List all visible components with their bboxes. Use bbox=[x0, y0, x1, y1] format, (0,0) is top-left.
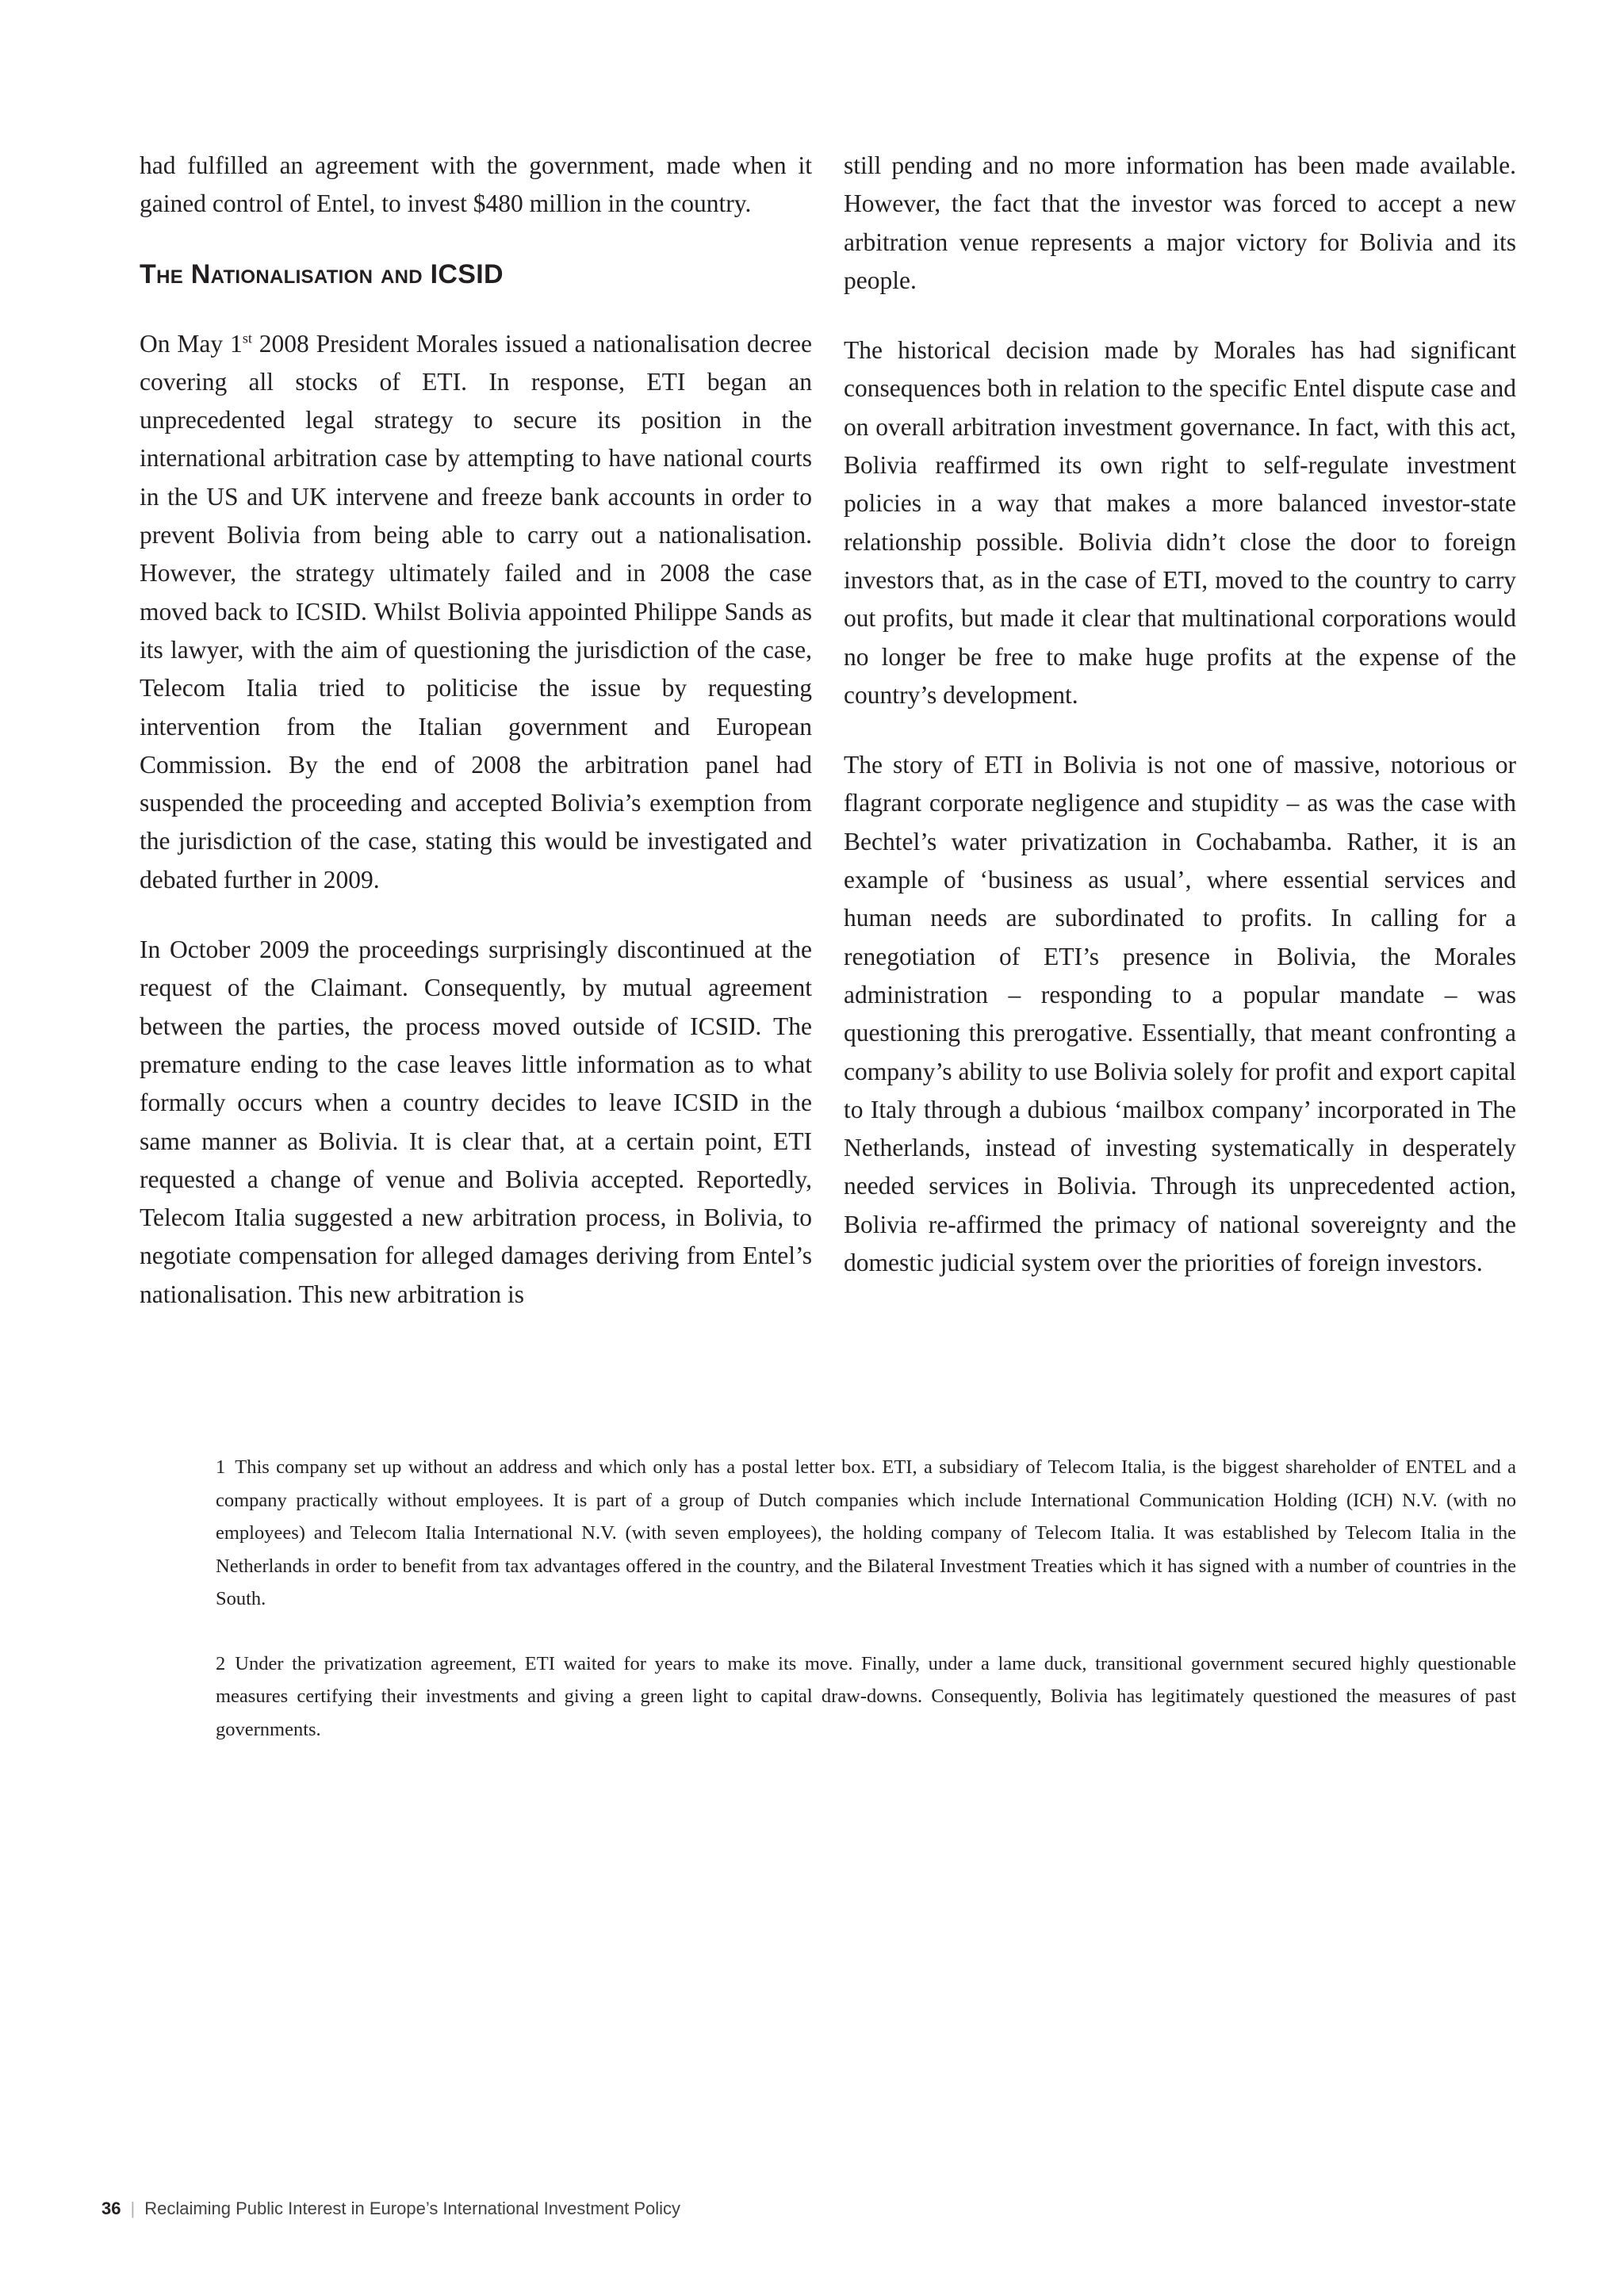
footnote-number: 1 bbox=[216, 1456, 226, 1478]
intro-paragraph: had fulfilled an agreement with the government, made when it gained control of Entel, to invest $480 million in the country. bbox=[140, 151, 812, 218]
page-footer bbox=[102, 2196, 680, 2221]
paragraph-body: 2008 President Morales issued a nationalisation decree covering all stocks of ETI. In response, ETI began an unprecedented legal strategy to secure its position in the international arbitration case by attempting to have national courts in the US and UK intervene and freeze bank accounts in order to prevent Bolivia from being able to carry out a nationalisation. However, the strategy ultimately failed and in 2008 the case moved back to ICSID. Whilst Bolivia appointed Philippe Sands as its lawyer, with the aim of questioning the jurisdiction of the case, Telecom Italia tried to politicise the issue by requesting intervention from the Italian government and European Commission. By the end of 2008 the arbitration panel had suspended the proceeding and accepted Bolivia’s exemption from the jurisdiction of the case, stating this would be investigated and debated further in 2009. bbox=[140, 329, 812, 894]
footer-separator: | bbox=[130, 2198, 136, 2218]
left-column bbox=[140, 147, 812, 1345]
footnote-1 bbox=[216, 1451, 1516, 1616]
paragraph-october-2009: In October 2009 the proceedings surprisingly discontinued at the request of the Claimant. Consequently, by mutual agreement between the parties, the process moved outside of ICSID. The premature ending to the case leaves little information as to what formally occurs when a country decides to leave ICSID in the same manner as Bolivia. It is clear that, at a certain point, ETI requested a change of venue and Bolivia accepted. Reportedly, Telecom Italia suggested a new arbitration process, in Bolivia, to negotiate compensation for alleged damages deriving from Entel’s nationalisation. This new arbitration is bbox=[140, 936, 812, 1308]
right-column bbox=[844, 147, 1516, 1314]
footnote-2 bbox=[216, 1647, 1516, 1747]
paragraph-lead: On May 1 bbox=[140, 329, 243, 358]
section-heading bbox=[140, 255, 812, 293]
ordinal-superscript: st bbox=[242, 330, 252, 346]
section-heading-text: The Nationalisation and ICSID bbox=[140, 258, 504, 289]
page-number: 36 bbox=[102, 2198, 121, 2218]
footnote-text: Under the privatization agreement, ETI waited for years to make its move. Finally, under a lame duck, transitional government secured highly questionable measures certifying their investments and giving a green light to capital draw-downs. Consequently, Bolivia has legitimately questioned the measures of past governments. bbox=[216, 1652, 1516, 1740]
footnotes bbox=[216, 1451, 1516, 1777]
paragraph-story-of-eti: The story of ETI in Bolivia is not one of massive, notorious or flagrant corporate negligence and stupidity – as was the case with Bechtel’s water privatization in Cochabamba. Rather, it is an example of ‘business as usual’, where essential services and human needs are subordinated to profits. In calling for a renegotiation of ETI’s presence in Bolivia, the Morales administration – responding to a popular mandate – was questioning this prerogative. Essentially, that meant confronting a company’s ability to use Bolivia solely for profit and export capital to Italy through a dubious ‘mailbox company’ incorporated in The Netherlands, instead of investing systematically in desperately needed services in Bolivia. Through its unprecedented action, Bolivia re-affirmed the primacy of national sovereignty and the domestic judicial system over the priorities of foreign investors. bbox=[844, 751, 1516, 1277]
paragraph-historical-decision: The historical decision made by Morales has had significant consequences both in relation to the specific Entel dispute case and on overall arbitration investment governance. In fact, with this act, Bolivia reaffirmed its own right to self-regulate investment policies in a way that makes a more balanced investor-state relationship possible. Bolivia didn’t close the door to foreign investors that, as in the case of ETI, moved to the country to carry out profits, but made it clear that multinational corporations would no longer be free to make huge profits at the expense of the country’s development. bbox=[844, 336, 1516, 709]
paragraph-nationalisation bbox=[140, 325, 812, 899]
publication-title: Reclaiming Public Interest in Europe’s International Investment Policy bbox=[144, 2198, 681, 2218]
footnote-text: This company set up without an address and which only has a postal letter box. ETI, a subsidiary of Telecom Italia, is the biggest shareholder of ENTEL and a company practically without employees. It is part of a group of Dutch companies which include International Communication Holding (ICH) N.V. (with no employees) and Telecom Italia International N.V. (with seven employees), the holding company of Telecom Italia. It was established by Telecom Italia in the Netherlands in order to benefit from tax advantages offered in the country, and the Bilateral Investment Treaties which it has signed with a number of countries in the South. bbox=[216, 1456, 1516, 1609]
footnote-number: 2 bbox=[216, 1652, 226, 1674]
paragraph-still-pending: still pending and no more information has been made available. However, the fact that the investor was forced to accept a new arbitration venue represents a major victory for Bolivia and its people. bbox=[844, 151, 1516, 294]
